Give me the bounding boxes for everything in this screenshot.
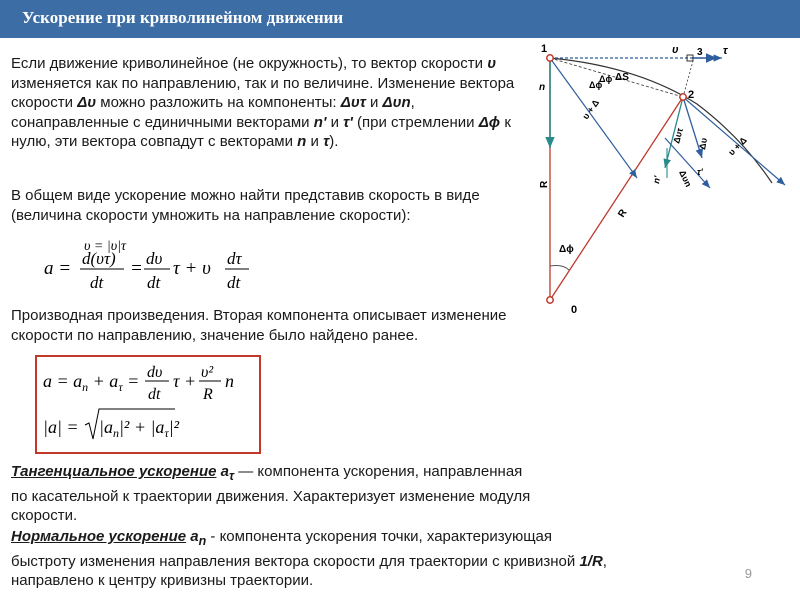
dvn-label: Δυn — [677, 168, 694, 189]
dphi-label-2: Δϕ — [599, 74, 613, 84]
n-prime-label: n' — [651, 175, 663, 185]
vd-label-2: υ + Δ — [726, 135, 749, 158]
curvilinear-motion-diagram — [527, 38, 800, 338]
velocity-label: υ — [672, 44, 679, 56]
formula1-num2: dυ — [146, 249, 163, 268]
velocity-definition: υ = |υ|τ — [84, 239, 127, 254]
formula1-lhs: a = — [44, 258, 72, 279]
svg-text:R: R — [203, 386, 213, 403]
formula1-den2: dt — [147, 273, 161, 292]
acceleration-formula-box — [35, 355, 261, 454]
general-acceleration-paragraph: В общем виде ускорение можно найти представив скорость в виде (величина скорости умножить на направление скорости): — [11, 187, 480, 224]
slide-header — [0, 0, 800, 38]
ds-label: ΔS — [615, 72, 629, 83]
normal-term: Нормальное ускорение — [11, 528, 187, 545]
r-label-2: R — [616, 207, 630, 220]
product-derivative-paragraph: Производная произведения. Вторая компонента описывает изменение скорости по направлению, значение было найдено ранее. — [11, 307, 507, 344]
r-label-1: R — [539, 180, 550, 188]
point-3-label: 3 — [697, 47, 703, 58]
intro-paragraph: Если движение криволинейное (не окружность), то вектор скорости υ изменяется как по направлению, так и по величине. Изменение вектора скорости Δυ можно разложить на компоненты: Δυτ и Δυn, сонаправленные с единичными векторами n' и τ' (при стремлении Δϕ к нулю, эти вектора совпадут с векторами n и τ). — [11, 55, 515, 150]
formula1-den1: dt — [90, 273, 104, 292]
svg-text:υ²: υ² — [201, 364, 214, 381]
point-2-label: 2 — [688, 89, 695, 101]
svg-text:|an|² + |aτ|²: $|a_n|^2 + |a_\tau|^2$ — [99, 417, 180, 440]
normal-definition: Нормальное ускорение $a_n$ - компонента ускорения точки, характеризующая быстроту изменения направления вектора скорости для траектории с кривизной 1/R, направлено к центру кривизны траектории. — [11, 528, 607, 589]
svg-text:a = an + aτ =: $a = a_n + a_\tau$ = — [43, 371, 140, 394]
svg-text:n: n — [225, 371, 234, 391]
tangential-definition: Тангенциальное ускорение $a_\tau$ — компонента ускорения, направленная по касательной к траектории движения. Характеризует изменение модуля скорости. — [11, 463, 531, 524]
dvt-label: Δυτ — [671, 126, 686, 145]
formula1-den3: dt — [227, 273, 241, 292]
formula1-eq: = — [130, 258, 143, 279]
formula1-num3: dτ — [227, 249, 242, 268]
formula1-mid: τ + υ — [173, 258, 211, 279]
point-1-label: 1 — [541, 43, 548, 55]
svg-text:|a| =: |a| = — [43, 417, 79, 437]
n-label: n — [539, 82, 546, 93]
svg-text:dt: dt — [148, 386, 161, 403]
tau-prime-label: τ' — [697, 167, 703, 177]
point-0-label: 0 — [571, 304, 578, 316]
dphi-label-1: Δϕ — [589, 80, 603, 90]
page-number: 9 — [744, 566, 752, 581]
svg-text:dυ: dυ — [147, 364, 163, 381]
slide-title: Ускорение при криволинейном движении — [22, 8, 344, 27]
dphi-label-3: Δϕ — [559, 244, 574, 255]
formula1-num1: d(υτ) — [82, 249, 116, 268]
acceleration-formulas — [37, 357, 255, 449]
formula-velocity-derivative — [42, 236, 282, 298]
dv-label: Δυ — [697, 137, 710, 151]
trajectory — [550, 58, 772, 183]
svg-text:τ +: τ + — [173, 371, 197, 391]
vd-label-1: υ + Δ — [580, 97, 602, 122]
tangential-term: Тангенциальное ускорение — [11, 463, 217, 480]
tau-label: τ — [723, 45, 728, 57]
